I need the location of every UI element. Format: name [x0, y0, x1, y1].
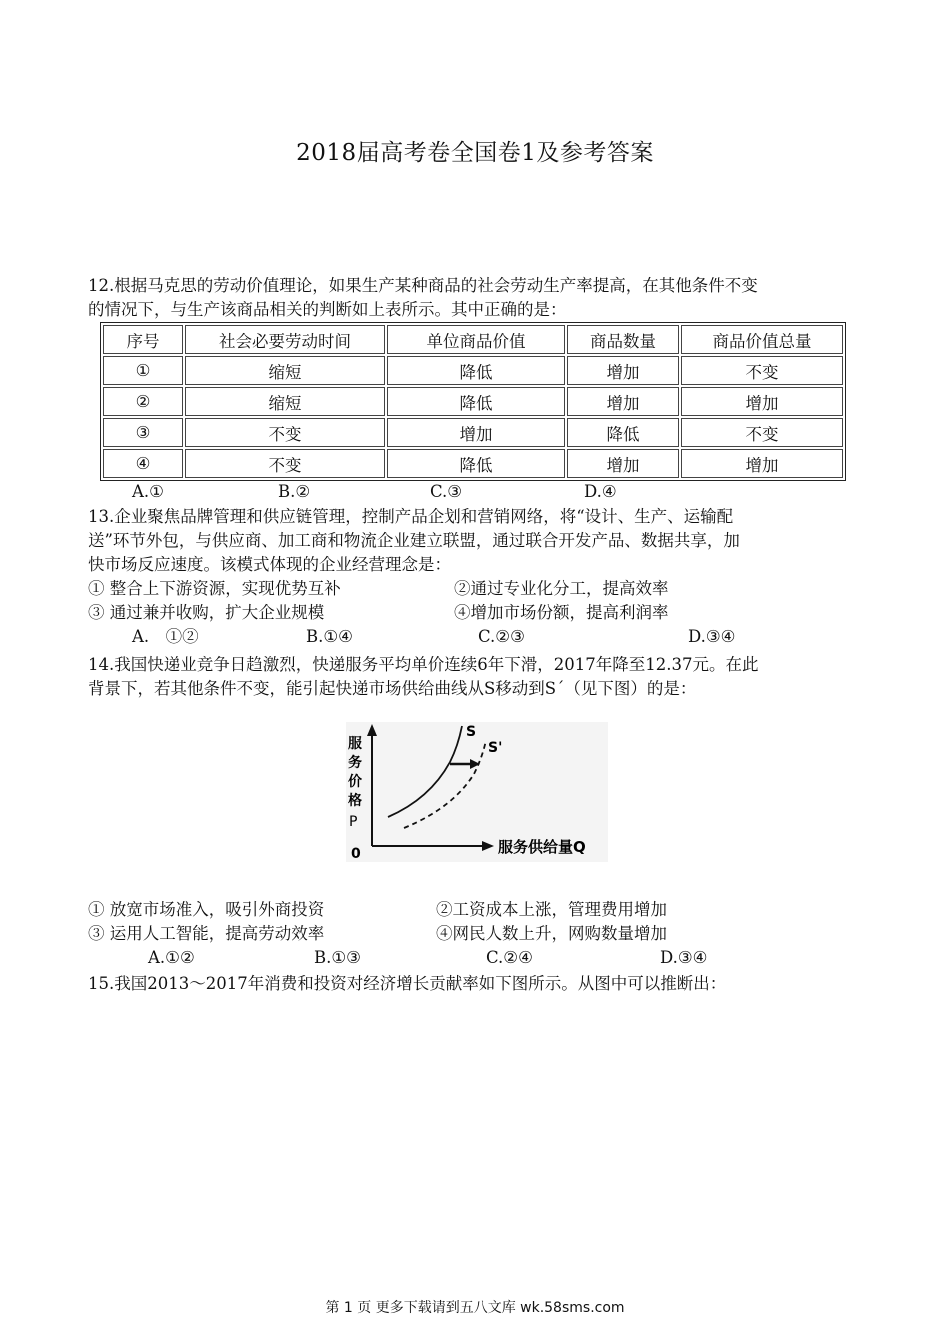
question-15-stem — [88, 972, 868, 996]
table-cell: 降低 — [567, 418, 679, 447]
table-header-cell: 商品数量 — [567, 325, 679, 354]
table-cell: 降低 — [387, 387, 565, 416]
option-d: D.③④ — [660, 948, 708, 967]
option-c: C.②③ — [478, 627, 525, 646]
option-c: C.②④ — [486, 948, 533, 967]
table-cell: ① — [103, 356, 183, 385]
y-axis-label-char: 服 — [348, 736, 362, 752]
option-d: D.③④ — [688, 627, 736, 646]
statement-item: ③ 运用人工智能，提高劳动效率 — [88, 924, 325, 943]
x-axis-label: 服务供给量Q — [498, 838, 586, 856]
option-b: B.② — [278, 482, 311, 501]
table-header-cell: 序号 — [103, 325, 183, 354]
statement-item: ④增加市场份额，提高利润率 — [454, 603, 669, 622]
curve-s-label: S — [466, 724, 477, 740]
option-b: B.①③ — [314, 948, 361, 967]
table-row — [103, 387, 843, 416]
question-13 — [88, 505, 868, 649]
table-row — [103, 356, 843, 385]
table-cell: 增加 — [567, 356, 679, 385]
table-cell: 降低 — [387, 356, 565, 385]
table-header-row — [103, 325, 843, 354]
statement-item: ②通过专业化分工，提高效率 — [454, 579, 669, 598]
statement-item: ① 放宽市场准入，吸引外商投资 — [88, 900, 325, 919]
curve-s-prime-label: S' — [488, 740, 503, 756]
table-cell: 不变 — [185, 418, 385, 447]
table-cell: ③ — [103, 418, 183, 447]
stem-line: 12.根据马克思的劳动价值理论，如果生产某种商品的社会劳动生产率提高，在其他条件不变 — [88, 276, 758, 295]
option-a: A.①② — [148, 948, 195, 967]
table-cell: 增加 — [681, 449, 843, 478]
table-cell: 增加 — [567, 449, 679, 478]
stem-line: 背景下，若其他条件不变，能引起快递市场供给曲线从S移动到S´（见下图）的是： — [88, 679, 697, 698]
option-b: B.①④ — [306, 627, 353, 646]
table-cell: 增加 — [681, 387, 843, 416]
question-14-choices — [88, 898, 868, 970]
statement-item: ②工资成本上涨，管理费用增加 — [436, 900, 667, 919]
option-d: D.④ — [584, 482, 617, 501]
table-cell: 降低 — [387, 449, 565, 478]
option-a: A. ①② — [132, 627, 199, 646]
table-cell: ② — [103, 387, 183, 416]
question-12-stem — [88, 274, 868, 322]
statement-item: ① 整合上下游资源，实现优势互补 — [88, 579, 341, 598]
stem-line: 15.我国2013～2017年消费和投资对经济增长贡献率如下图所示。从图中可以推断出： — [88, 974, 727, 993]
table-cell: 增加 — [387, 418, 565, 447]
stem-line: 的情况下，与生产该商品相关的判断如上表所示。其中正确的是： — [88, 300, 567, 319]
origin-label: 0 — [351, 846, 361, 862]
table-cell: ④ — [103, 449, 183, 478]
table-header-cell: 社会必要劳动时间 — [185, 325, 385, 354]
table-cell: 不变 — [185, 449, 385, 478]
page-footer: 第 1 页 更多下载请到五八文库 wk.58sms.com — [325, 1300, 625, 1316]
table-header-cell: 商品价值总量 — [681, 325, 843, 354]
option-a: A.① — [132, 482, 164, 501]
table-cell: 不变 — [681, 418, 843, 447]
y-axis-label-char: 价 — [348, 774, 362, 790]
statement-item: ④网民人数上升，网购数量增加 — [436, 924, 667, 943]
statement-item: ③ 通过兼并收购，扩大企业规模 — [88, 603, 325, 622]
table-header-cell: 单位商品价值 — [387, 325, 565, 354]
table-row — [103, 449, 843, 478]
stem-line: 快市场反应速度。该模式体现的企业经营理念是： — [88, 555, 451, 574]
stem-line: 13.企业聚焦品牌管理和供应链管理，控制产品企划和营销网络，将“设计、生产、运输配 — [88, 507, 734, 526]
table-cell: 缩短 — [185, 387, 385, 416]
supply-curve-figure — [346, 722, 608, 862]
stem-line: 14.我国快递业竞争日趋激烈，快递服务平均单价连续6年下滑，2017年降至12.37元。在此 — [88, 655, 759, 674]
table-cell: 不变 — [681, 356, 843, 385]
question-12-options — [88, 480, 868, 504]
y-axis-label-char: P — [349, 814, 358, 830]
page-title: 2018届高考卷全国卷1及参考答案 — [296, 140, 654, 166]
table-row — [103, 418, 843, 447]
y-axis-label-char: 格 — [348, 793, 362, 809]
question-12-table — [100, 322, 846, 481]
y-axis-label-char: 务 — [348, 755, 362, 771]
table-cell: 缩短 — [185, 356, 385, 385]
option-c: C.③ — [430, 482, 463, 501]
stem-line: 送”环节外包，与供应商、加工商和物流企业建立联盟，通过联合开发产品、数据共享，加 — [88, 531, 740, 550]
table-cell: 增加 — [567, 387, 679, 416]
question-14-stem — [88, 653, 868, 701]
